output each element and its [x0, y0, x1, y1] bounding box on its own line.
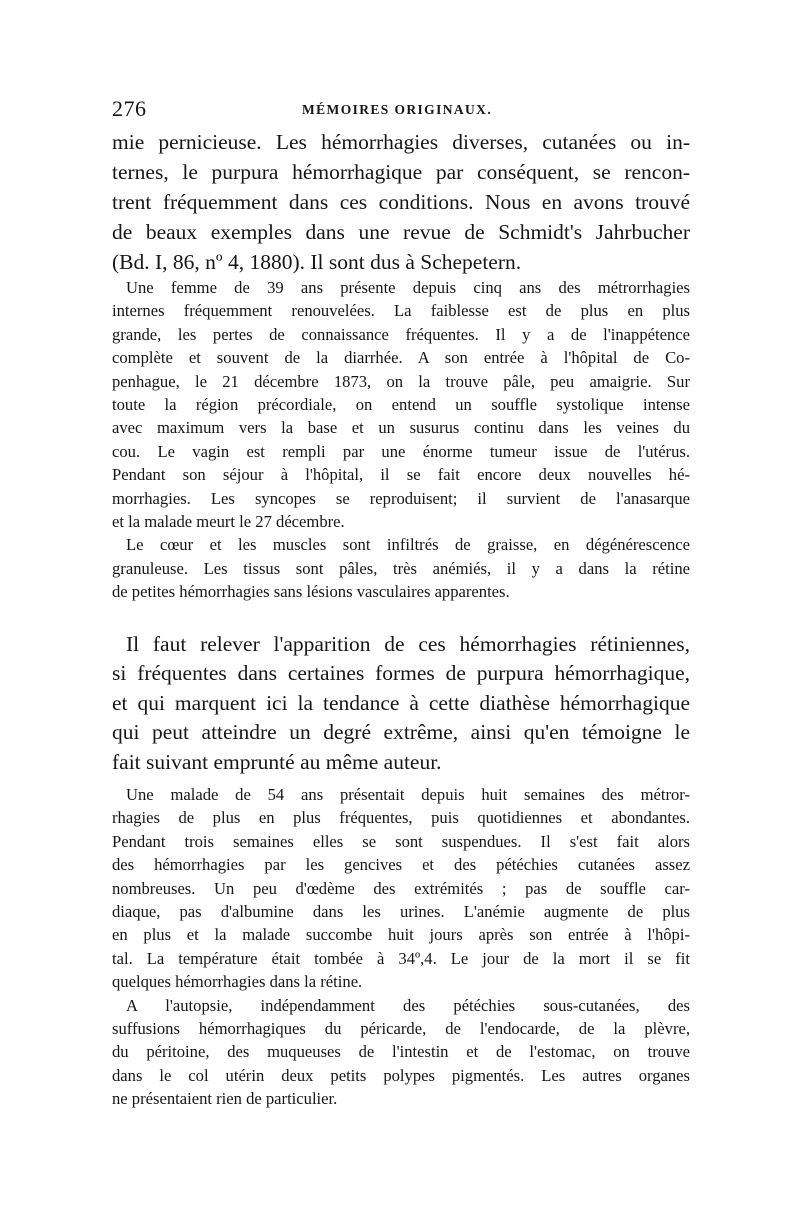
text-line: et qui marquent ici la tendance à cette diathèse hémorrhagique	[112, 690, 690, 715]
text-line: des hémorrhagies par les gencives et des pétéchies cutanées assez	[112, 855, 690, 875]
text-line: avec maximum vers la base et un susurus continu dans les veines du	[112, 418, 690, 438]
text-line: Il faut relever l'apparition de ces hémorrhagies rétiniennes,	[126, 632, 690, 656]
text-line: (Bd. I, 86, nº 4, 1880). Il sont dus à Schepetern.	[112, 250, 522, 274]
text-line: qui peut atteindre un degré extrême, ainsi qu'en témoigne le	[112, 720, 690, 745]
text-line: dans le col utérin deux petits polypes pigmentés. Les autres organes	[112, 1065, 690, 1085]
paragraph-intro	[112, 127, 690, 277]
text-line: diaque, pas d'albumine dans les urines. L'anémie augmente de plus	[112, 902, 690, 922]
text-line: quelques hémorrhagies dans la rétine.	[112, 972, 363, 992]
text-line: Une malade de 54 ans présentait depuis huit semaines des métror-	[126, 785, 690, 804]
text-line: rhagies de plus en plus fréquentes, puis quotidiennes et abondantes.	[112, 808, 690, 828]
case-report-second	[112, 783, 690, 1111]
text-line: toute la région précordiale, on entend un souffle systolique intense	[112, 395, 690, 415]
text-line: Le cœur et les muscles sont infiltrés de graisse, en dégénérescence	[126, 535, 690, 555]
text-line: internes fréquemment renouvelées. La faiblesse est de plus en plus	[112, 301, 690, 321]
text-line: fait suivant emprunté au même auteur.	[112, 749, 442, 774]
text-line: suffusions hémorrhagiques du péricarde, de l'endocarde, de la plèvre,	[112, 1019, 690, 1039]
text-line: de petites hémorrhagies sans lésions vasculaires apparentes.	[112, 582, 510, 602]
text-line: morrhagies. Les syncopes se reproduisent; il survient de l'anasarque	[112, 488, 690, 508]
running-title: MÉMOIRES ORIGINAUX.	[302, 102, 493, 117]
text-line: granuleuse. Les tissus sont pâles, très anémiés, il y a dans la rétine	[112, 558, 690, 578]
text-line: Pendant trois semaines elles se sont suspendues. Il s'est fait alors	[112, 831, 690, 851]
text-line: du péritoine, des muqueuses de l'intestin et de l'estomac, on trouve	[112, 1042, 690, 1062]
text-line: complète et souvent de la diarrhée. A son entrée à l'hôpital de Co-	[112, 348, 690, 368]
page-number: 276	[112, 96, 147, 121]
running-head	[112, 96, 688, 126]
text-line: cou. Le vagin est rempli par une énorme tumeur issue de l'utérus.	[112, 441, 690, 461]
text-line: trent fréquemment dans ces conditions. Nous en avons trouvé	[112, 190, 690, 214]
text-line: mie pernicieuse. Les hémorrhagies diverses, cutanées ou in-	[112, 130, 690, 154]
text-line: Une femme de 39 ans présente depuis cinq ans des métrorrhagies	[126, 278, 690, 297]
paragraph-commentary	[112, 630, 690, 777]
text-line: et la malade meurt le 27 décembre.	[112, 512, 345, 532]
text-line: Pendant son séjour à l'hôpital, il se fait encore deux nouvelles hé-	[112, 465, 690, 485]
text-line: grande, les pertes de connaissance fréquentes. Il y a de l'inappétence	[112, 324, 690, 344]
text-line: nombreuses. Un peu d'œdème des extrémités ; pas de souffle car-	[112, 878, 690, 898]
text-line: ne présentaient rien de particulier.	[112, 1089, 338, 1109]
text-line: A l'autopsie, indépendamment des pétéchies sous-cutanées, des	[126, 995, 690, 1015]
text-line: si fréquentes dans certaines formes de purpura hémorrhagique,	[112, 661, 690, 686]
text-line: en plus et la malade succombe huit jours après son entrée à l'hôpi-	[112, 925, 690, 945]
text-line: penhague, le 21 décembre 1873, on la trouve pâle, peu amaigrie. Sur	[112, 371, 690, 391]
text-line: ternes, le purpura hémorrhagique par conséquent, se rencon-	[112, 160, 690, 184]
case-report-first	[112, 276, 690, 604]
text-line: tal. La température était tombée à 34º,4. Le jour de la mort il se fit	[112, 948, 690, 968]
text-line: de beaux exemples dans une revue de Schmidt's Jahrbucher	[112, 220, 690, 244]
